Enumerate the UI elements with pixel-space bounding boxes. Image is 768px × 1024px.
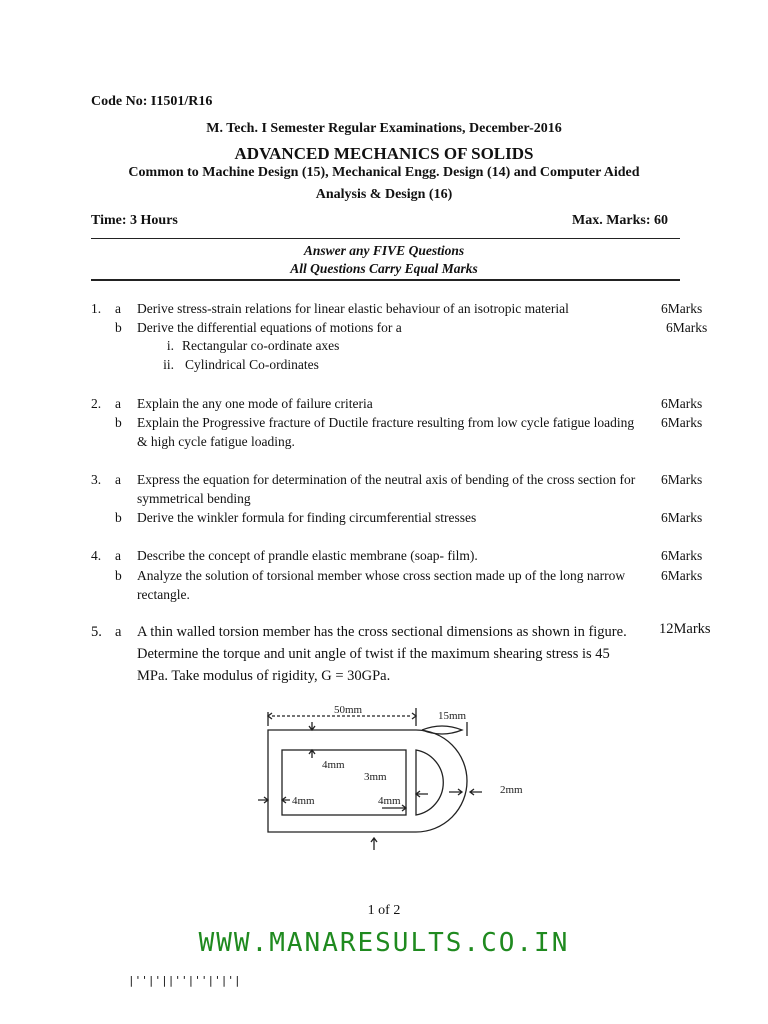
code-number: Code No: I1501/R16	[91, 94, 213, 109]
label-4mm-top: 4mm	[322, 759, 345, 771]
question-marks: 6Marks	[661, 472, 703, 487]
label-4mm-left: 4mm	[292, 795, 315, 807]
page-number: 1 of 2	[367, 903, 401, 918]
label-3mm: 3mm	[364, 771, 387, 783]
inner-semicircle	[416, 750, 443, 815]
sub-item-text: Rectangular co-ordinate axes	[182, 338, 340, 353]
exam-time: Time: 3 Hours	[91, 213, 178, 228]
question-marks: 12Marks	[659, 621, 711, 637]
question-text-continued: & high cycle fatigue loading.	[137, 434, 295, 449]
arrow-top-4mm-inner	[309, 750, 315, 758]
question-text: Express the equation for determination of the neutral axis of bending of the cross section for	[137, 472, 636, 487]
question-number: 2.	[91, 396, 102, 411]
arrow-left-4mm	[258, 797, 268, 803]
divider-bottom	[91, 279, 680, 281]
question-marks: 6Marks	[661, 415, 703, 430]
question-marks: 6Marks	[661, 548, 703, 563]
question-text: Analyze the solution of torsional member whose cross section made up of the long narrow	[137, 568, 626, 583]
max-marks: Max. Marks: 60	[572, 213, 669, 228]
sub-item-text: Cylindrical Co-ordinates	[185, 357, 319, 372]
watermark-url: WWW.MANARESULTS.CO.IN	[198, 928, 570, 958]
part-label: a	[115, 396, 121, 411]
question-marks: 6Marks	[661, 510, 703, 525]
exam-name: M. Tech. I Semester Regular Examinations, December-2016	[206, 121, 562, 136]
instruction-line-2: All Questions Carry Equal Marks	[290, 261, 478, 276]
instruction-line-1: Answer any FIVE Questions	[303, 243, 465, 258]
question-text-continued: Determine the torque and unit angle of twist if the maximum shearing stress is 45	[137, 646, 610, 662]
barcode-text: |''|'||''|''|'|'|	[128, 974, 241, 987]
question-text: Describe the concept of prandle elastic membrane (soap- film).	[137, 548, 478, 563]
arrow-2mm-inner	[449, 789, 462, 795]
part-label: a	[115, 548, 121, 563]
question-text-continued: MPa. Take modulus of rigidity, G = 30GPa.	[137, 668, 391, 684]
label-50mm: 50mm	[334, 704, 363, 716]
subject-title: ADVANCED MECHANICS OF SOLIDS	[234, 144, 534, 163]
part-label: a	[115, 472, 121, 487]
question-text: A thin walled torsion member has the cross sectional dimensions as shown in figure.	[137, 624, 627, 640]
question-number: 1.	[91, 301, 102, 316]
dimension-15-marker	[422, 726, 462, 734]
part-label: a	[115, 301, 121, 316]
cross-section-figure	[250, 700, 540, 865]
question-number: 3.	[91, 472, 102, 487]
question-text: Explain the any one mode of failure criteria	[137, 396, 373, 411]
arrow-right-4mm-inner	[416, 791, 428, 797]
label-4mm-right: 4mm	[378, 795, 401, 807]
sub-item-number: ii.	[163, 357, 174, 372]
question-number: 4.	[91, 548, 102, 563]
question-text: Derive stress-strain relations for linear elastic behaviour of an isotropic material	[137, 301, 569, 316]
common-to-line-2: Analysis & Design (16)	[315, 187, 453, 202]
question-number: 5.	[91, 624, 102, 640]
part-label: b	[115, 320, 122, 335]
part-label: a	[115, 624, 122, 640]
arrow-bottom	[371, 838, 377, 850]
part-label: b	[115, 510, 122, 525]
arrow-top-4mm	[309, 722, 315, 730]
label-15mm: 15mm	[438, 710, 467, 722]
question-text: Derive the winkler formula for finding circumferential stresses	[137, 510, 477, 525]
arrow-2mm-outer	[470, 789, 482, 795]
question-marks: 6Marks	[661, 568, 703, 583]
divider-top	[91, 238, 680, 239]
question-text: Derive the differential equations of motions for a	[137, 320, 402, 335]
part-label: b	[115, 568, 122, 583]
common-to-line-1: Common to Machine Design (15), Mechanical Engg. Design (14) and Computer Aided	[128, 165, 640, 180]
question-text: Explain the Progressive fracture of Ductile fracture resulting from low cycle fatigue loading	[137, 415, 635, 430]
question-marks: 6Marks	[661, 396, 703, 411]
question-marks: 6Marks	[661, 301, 703, 316]
question-text-continued: rectangle.	[137, 587, 190, 602]
arrow-left-4mm-inner	[282, 797, 290, 803]
label-2mm: 2mm	[500, 784, 523, 796]
question-marks: 6Marks	[666, 320, 708, 335]
part-label: b	[115, 415, 122, 430]
sub-item-number: i.	[166, 338, 174, 353]
question-text-continued: symmetrical bending	[137, 491, 251, 506]
